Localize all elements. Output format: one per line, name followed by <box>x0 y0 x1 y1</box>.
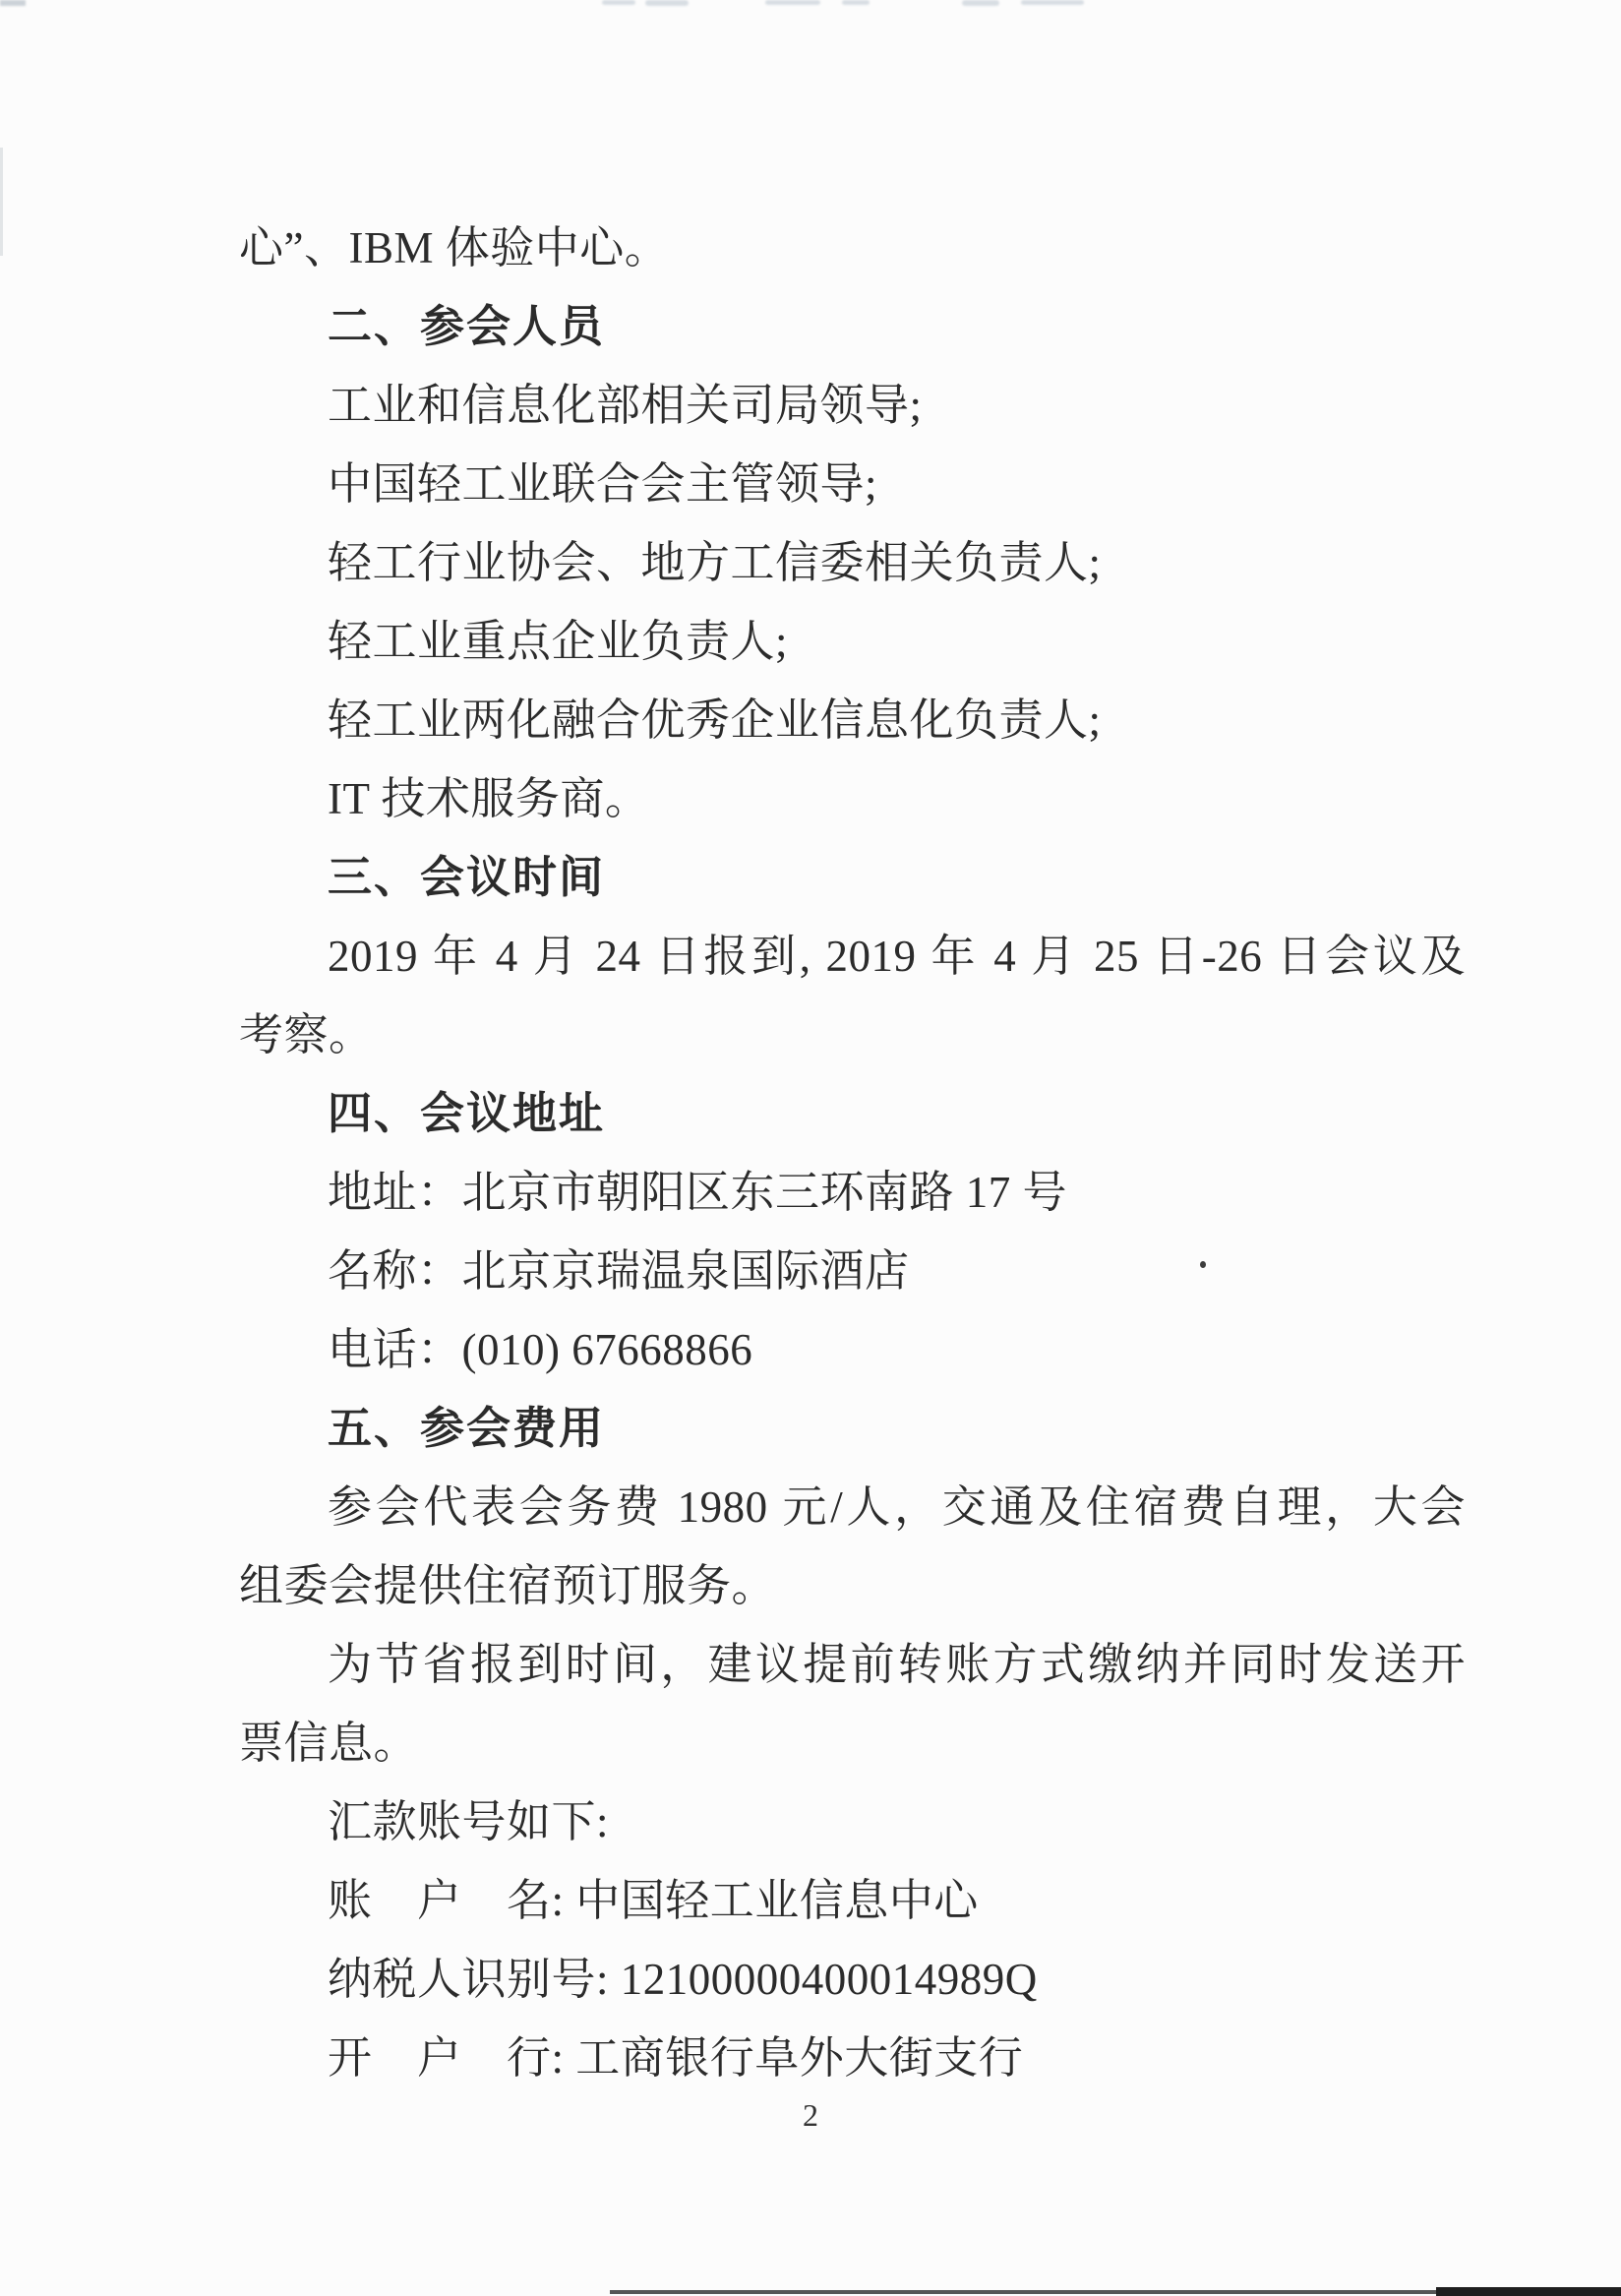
doc-line: 轻工行业协会、地方工信委相关负责人; <box>328 538 1102 587</box>
scan-edge-mark <box>0 148 3 256</box>
scan-smudge <box>1021 0 1084 5</box>
doc-line-taxpayer-id: 纳税人识别号: 12100000400014989Q <box>328 1955 1038 2004</box>
scan-smudge <box>765 0 820 5</box>
doc-line: 工业和信息化部相关司局领导; <box>328 381 923 430</box>
doc-line: 轻工业两化融合优秀企业信息化负责人; <box>328 695 1102 745</box>
doc-line: 考察。 <box>239 1010 374 1059</box>
doc-line: 轻工业重点企业负责人; <box>328 617 789 666</box>
doc-line: 2019 年 4 月 24 日报到, 2019 年 4 月 25 日-26 日会议及 <box>328 932 1466 981</box>
doc-line: 为节省报到时间，建议提前转账方式缴纳并同时发送开 <box>328 1640 1466 1689</box>
doc-line-address: 地址：北京市朝阳区东三环南路 17 号 <box>328 1168 1068 1217</box>
section-heading-meeting-time: 三、会议时间 <box>328 853 606 902</box>
scan-bottom-edge-dark <box>1436 2287 1621 2296</box>
scan-smudge <box>645 0 689 6</box>
doc-line: IT 技术服务商。 <box>328 774 650 823</box>
section-heading-participants: 二、参会人员 <box>328 302 606 351</box>
section-heading-fees: 五、参会费用 <box>328 1404 606 1453</box>
doc-line-bank-branch: 开 户 行: 工商银行阜外大街支行 <box>328 2033 1024 2083</box>
doc-line: 心”、IBM 体验中心。 <box>239 223 670 272</box>
doc-line-phone: 电话：(010) 67668866 <box>328 1325 753 1374</box>
scan-smudge <box>962 0 999 6</box>
document-body <box>239 209 1466 2097</box>
doc-line-hotel-name: 名称：北京京瑞温泉国际酒店 <box>328 1246 910 1296</box>
doc-line-remittance-intro: 汇款账号如下: <box>328 1797 610 1846</box>
doc-line: 组委会提供住宿预订服务。 <box>239 1561 777 1610</box>
scan-smudge <box>842 0 870 5</box>
page-number: 2 <box>803 2097 818 2133</box>
doc-line: 中国轻工业联合会主管领导; <box>328 459 878 509</box>
scan-corner-mark <box>0 0 26 6</box>
doc-line: 票信息。 <box>239 1719 419 1768</box>
doc-line: 参会代表会务费 1980 元/人，交通及住宿费自理，大会 <box>328 1482 1466 1532</box>
scan-smudge <box>602 0 635 5</box>
section-heading-meeting-address: 四、会议地址 <box>328 1089 606 1138</box>
doc-line-account-name: 账 户 名: 中国轻工业信息中心 <box>328 1876 979 1925</box>
